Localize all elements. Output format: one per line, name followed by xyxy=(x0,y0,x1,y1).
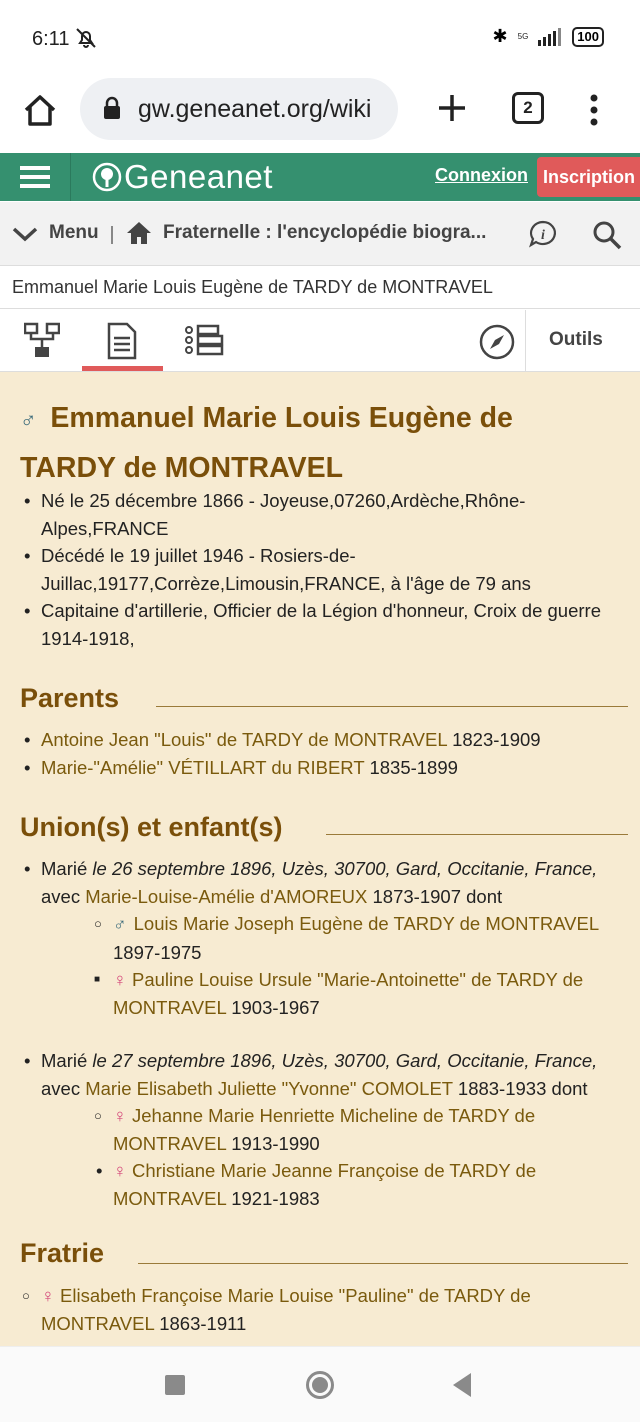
child-link[interactable]: Pauline Louise Ursule "Marie-Antoinette" de TARDY de MONTRAVEL xyxy=(113,969,584,1018)
breadcrumb-bar xyxy=(0,202,640,266)
parents-divider xyxy=(156,706,628,707)
female-icon: ♀ xyxy=(113,1160,127,1181)
person-name-line2: TARDY de MONTRAVEL xyxy=(20,452,344,484)
union-date-place: le 27 septembre 1896, Uzès, 30700, Gard, Occitanie, France, xyxy=(92,1050,598,1071)
plus-icon[interactable] xyxy=(432,88,472,128)
status-bar xyxy=(0,0,640,78)
page-title-bar xyxy=(0,267,640,309)
hamburger-icon[interactable] xyxy=(20,165,50,189)
bluetooth-icon: ✱ xyxy=(492,26,508,46)
child-dates: 1913-1990 xyxy=(231,1132,320,1154)
browser-toolbar xyxy=(0,78,640,152)
tab-switcher-button[interactable]: 2 xyxy=(512,92,544,124)
siblings-heading: Fratrie xyxy=(20,1238,105,1268)
tab-list[interactable] xyxy=(162,310,242,372)
child-link[interactable]: Louis Marie Joseph Eugène de TARDY de MONTRAVEL xyxy=(133,913,599,934)
breadcrumb-divider xyxy=(111,226,113,244)
child-dates: 1897-1975 xyxy=(113,941,202,963)
active-tab-indicator xyxy=(82,366,163,371)
site-logo[interactable]: Geneanet xyxy=(124,158,273,195)
male-icon: ♂ xyxy=(113,914,127,934)
married-label: Marié xyxy=(41,858,88,879)
tab-fiche[interactable] xyxy=(82,310,162,372)
parents-list xyxy=(41,726,636,781)
occupation-fact: • Capitaine d'artillerie, Officier de la Légion d'honneur, Croix de guerre 1914-1918, xyxy=(41,597,636,652)
system-nav-bar xyxy=(0,1346,640,1422)
bell-off-icon xyxy=(74,26,98,50)
spouse-dates: 1883-1933 xyxy=(457,1077,547,1099)
union-date-place: le 26 septembre 1896, Uzès, 30700, Gard, Occitanie, France, xyxy=(92,858,598,879)
person-name-heading xyxy=(20,394,620,492)
birth-fact: • Né le 25 décembre 1866 - Joyeuse,07260,Ardèche,Rhône-Alpes,FRANCE xyxy=(41,487,636,542)
parent-link[interactable]: Antoine Jean "Louis" de TARDY de MONTRAVEL xyxy=(41,729,447,750)
breadcrumb[interactable]: Fraternelle : l'encyclopédie biogra... xyxy=(163,222,487,243)
tab-tree[interactable] xyxy=(2,310,82,372)
signal-icon xyxy=(538,28,562,46)
document-icon xyxy=(104,322,140,360)
sibling-item xyxy=(41,1282,636,1337)
dont-label: dont xyxy=(551,1077,588,1099)
header-divider xyxy=(70,153,71,201)
children-list xyxy=(113,910,636,1021)
svg-text:i: i xyxy=(541,228,545,243)
list-item xyxy=(41,726,636,754)
recents-icon[interactable] xyxy=(165,1375,185,1395)
male-icon: ♂ xyxy=(20,407,37,432)
unions-divider xyxy=(326,834,628,835)
list-tree-icon xyxy=(184,322,224,360)
family-tree-icon xyxy=(24,322,60,360)
spouse-dates: 1873-1907 xyxy=(372,885,461,907)
login-link[interactable]: Connexion xyxy=(435,165,528,185)
sibling-link[interactable]: Elisabeth Françoise Marie Louise "Pauline" de TARDY de MONTRAVEL xyxy=(41,1285,531,1334)
page-title: Emmanuel Marie Louis Eugène de TARDY de MONTRAVEL xyxy=(12,277,493,297)
female-icon: ♀ xyxy=(113,1105,127,1126)
person-facts xyxy=(41,487,636,652)
married-label: Marié xyxy=(41,1050,88,1071)
child-item xyxy=(113,1102,636,1157)
house-icon[interactable] xyxy=(126,220,152,246)
child-dates: 1903-1967 xyxy=(231,996,320,1018)
child-item xyxy=(113,966,636,1021)
death-fact: • Décédé le 19 juillet 1946 - Rosiers-de-Juillac,19177,Corrèze,Limousin,FRANCE, à l'âge de 79 ans xyxy=(41,542,636,597)
siblings-divider xyxy=(138,1263,628,1264)
parent-dates: 1823-1909 xyxy=(452,729,541,750)
spouse-link[interactable]: Marie-Louise-Amélie d'AMOREUX xyxy=(85,885,368,907)
tools-divider xyxy=(525,310,526,372)
parent-dates: 1835-1899 xyxy=(369,756,458,778)
union-item xyxy=(41,1047,636,1212)
sibling-dates: 1863-1911 xyxy=(159,1312,247,1334)
siblings-list xyxy=(41,1282,636,1337)
person-name-line1: Emmanuel Marie Louis Eugène de xyxy=(50,402,513,434)
unions-heading: Union(s) et enfant(s) xyxy=(20,812,283,842)
menu-toggle[interactable]: Menu xyxy=(49,222,99,243)
home-icon[interactable] xyxy=(18,88,62,132)
with-label: avec xyxy=(41,1077,81,1099)
compass-icon[interactable] xyxy=(479,324,515,360)
child-dates: 1921-1983 xyxy=(231,1187,320,1209)
spouse-link[interactable]: Marie Elisabeth Juliette "Yvonne" COMOLET xyxy=(85,1077,453,1099)
child-item xyxy=(113,1157,636,1212)
child-item xyxy=(113,910,636,966)
union-item xyxy=(41,855,636,1021)
person-content xyxy=(0,372,640,1346)
signup-button[interactable]: Inscription xyxy=(537,157,640,197)
list-item xyxy=(41,754,636,782)
home-circle-icon[interactable] xyxy=(306,1371,334,1399)
network-label: 5G xyxy=(517,31,529,41)
female-icon: ♀ xyxy=(113,969,127,990)
child-link[interactable]: Jehanne Marie Henriette Micheline de TARDY de MONTRAVEL xyxy=(113,1105,536,1154)
more-vert-icon[interactable] xyxy=(584,90,604,130)
url-text: gw.geneanet.org/wiki xyxy=(138,95,372,123)
parents-heading: Parents xyxy=(20,683,120,713)
dont-label: dont xyxy=(466,885,503,907)
search-icon[interactable] xyxy=(592,220,622,250)
geneanet-tree-icon xyxy=(92,162,122,192)
info-bubble-icon[interactable] xyxy=(528,220,558,248)
site-header xyxy=(0,153,640,201)
female-icon: ♀ xyxy=(41,1285,55,1306)
tools-button[interactable]: Outils xyxy=(549,329,603,350)
back-triangle-icon[interactable] xyxy=(453,1373,471,1397)
chevron-down-icon[interactable] xyxy=(12,224,38,244)
address-bar[interactable] xyxy=(80,78,398,140)
view-tabs xyxy=(0,310,640,372)
child-link[interactable]: Christiane Marie Jeanne Françoise de TARDY de MONTRAVEL xyxy=(113,1160,537,1209)
unions-list xyxy=(41,855,636,1212)
children-list xyxy=(113,1102,636,1212)
status-time: 6:11 xyxy=(32,28,70,50)
parent-link[interactable]: Marie-"Amélie" VÉTILLART du RIBERT xyxy=(41,756,365,778)
with-label: avec xyxy=(41,885,81,907)
lock-icon xyxy=(102,96,122,120)
battery-icon: 100 xyxy=(572,27,604,47)
